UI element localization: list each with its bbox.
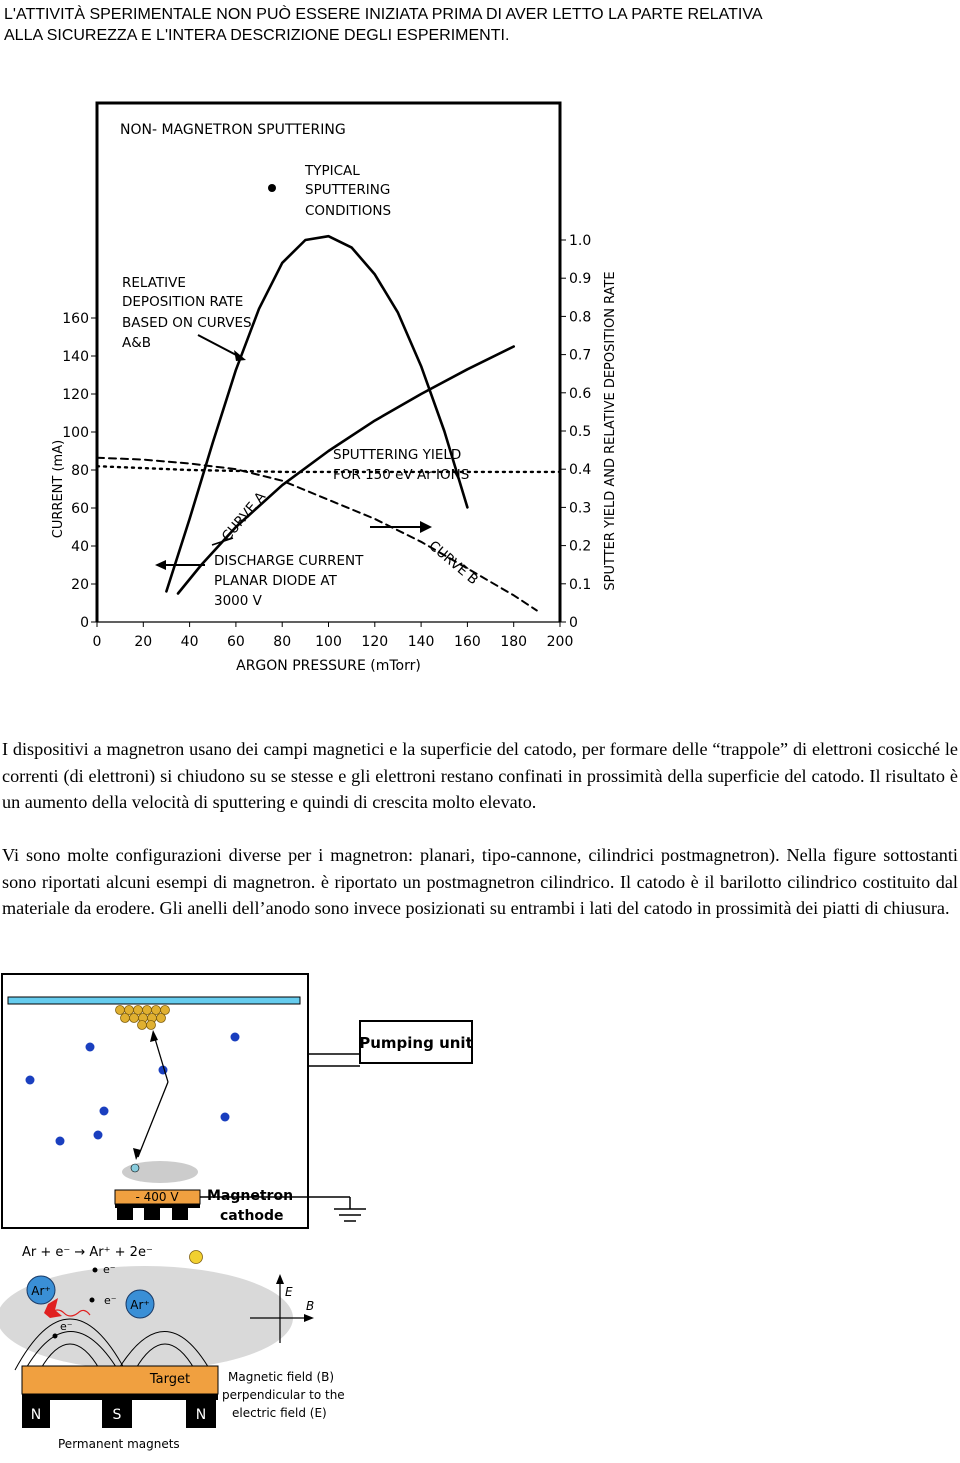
- magnet-blocks: [115, 1204, 200, 1220]
- magnetron-label-line1: Magnetron: [207, 1188, 294, 1204]
- y-right-tick-label: 0.8: [569, 309, 592, 326]
- magnet-n-left-label: N: [30, 1407, 42, 1423]
- annotation-label: FOR 150 eV Ar IONS: [333, 467, 470, 483]
- magnetron-field-diagram: [0, 1238, 360, 1460]
- argon-ion-2-label: Ar⁺: [130, 1298, 150, 1312]
- x-axis-title: ARGON PRESSURE (mTorr): [236, 658, 421, 674]
- x-tick-label: 120: [361, 634, 389, 650]
- y-left-tick-label: 40: [71, 539, 89, 555]
- annotation-label: SPUTTERING: [305, 182, 391, 198]
- magnetic-field-label: B: [306, 1299, 315, 1313]
- y-right-tick-label: 0.9: [569, 271, 592, 288]
- y-right-tick-label: 1.0: [569, 233, 592, 249]
- y-right-tick-label: 0.2: [569, 538, 592, 555]
- y-left-tick-label: 80: [71, 463, 89, 479]
- arrow-head: [420, 521, 432, 533]
- x-tick-label: 60: [226, 634, 245, 650]
- x-tick-label: 0: [92, 634, 102, 650]
- warning-line-2: ALLA SICUREZZA E L'INTERA DESCRIZIONE DEGLI ESPERIMENTI.: [4, 27, 510, 44]
- x-tick-label: 20: [134, 634, 153, 650]
- arrow-deposition-rate: [198, 335, 240, 357]
- argon-ion-1-label: Ar⁺: [31, 1284, 51, 1298]
- y-right-tick-label: 0.4: [569, 462, 592, 479]
- sputtered-atom: [190, 1251, 203, 1264]
- y-left-tick-label: 0: [80, 615, 89, 631]
- x-tick-label: 140: [407, 634, 435, 650]
- y-left-tick-label: 120: [62, 387, 89, 403]
- arrow-head: [234, 350, 246, 361]
- annotation-label: PLANAR DIODE AT: [214, 573, 337, 589]
- magnet-s-center-label: S: [112, 1407, 122, 1423]
- x-tick-label: 40: [180, 634, 199, 650]
- arrow-head: [155, 560, 166, 570]
- chart-title: NON- MAGNETRON SPUTTERING: [120, 122, 346, 138]
- y-right-tick-label: 0.7: [569, 347, 592, 364]
- annotation-label: RELATIVE: [122, 275, 186, 291]
- target-label: Target: [149, 1372, 191, 1387]
- y-left-tick-label: 160: [62, 311, 89, 327]
- warning-line-1: L'ATTIVITÀ SPERIMENTALE NON PUÒ ESSERE INIZIATA PRIMA DI AVER LETTO LA PARTE RELATIVA: [4, 6, 763, 23]
- permanent-magnets-label: Permanent magnets: [58, 1437, 180, 1451]
- sputtering-chart: [0, 95, 640, 685]
- annotation-label: SPUTTERING YIELD: [333, 447, 462, 463]
- annotation-label: BASED ON CURVES: [122, 315, 252, 331]
- x-tick-label: 80: [273, 634, 292, 650]
- electron-label-1: e⁻: [103, 1263, 116, 1276]
- annotation-label: CONDITIONS: [305, 203, 392, 219]
- magnet-n-right-label: N: [195, 1407, 207, 1423]
- paragraph-magnetron-configurations: Vi sono molte configurazioni diverse per i magnetron: planari, tipo-cannone, cilindrici postmagnetron). Nella figure sottostanti sono riportati alcuni esempi di magnetron. è riportato un postmagnetron cilindrico. Il catodo è il barilotto cilindrico costituito dal materiale da erodere. Gli anelli dell’anodo sono invece posizionati su entrambi i lati del catodo in prossimità dei piatti di chiusura.: [2, 845, 958, 918]
- annotation-label: CURVE B: [425, 537, 482, 589]
- y-right-tick-label: 0.3: [569, 500, 592, 517]
- pumping-unit-label: Pumping unit: [359, 1034, 473, 1052]
- paragraph-magnetron-intro: I dispositivi a magnetron usano dei campi magnetici e la superficie del catodo, per formare delle “trappole” di elettroni cosicché le correnti (di elettroni) si chiudono su se stesse e gli elettroni restano confinati in prossimità della superficie del catodo. Il risultato è un aumento della velocità di sputtering e quindi di crescita molto elevato.: [2, 739, 958, 812]
- x-tick-label: 180: [500, 634, 528, 650]
- y-right-tick-label: 0.6: [569, 385, 592, 402]
- ionization-equation: Ar + e⁻ → Ar⁺ + 2e⁻: [22, 1245, 153, 1260]
- safety-warning: [4, 4, 944, 46]
- field-note-line2: perpendicular to the: [222, 1388, 345, 1402]
- series-line-1: [166, 236, 470, 591]
- field-note-line3: electric field (E): [232, 1406, 327, 1420]
- electron-label-2: e⁻: [104, 1294, 117, 1307]
- annotation-label: TYPICAL: [305, 163, 360, 179]
- y-right-tick-label: 0.5: [569, 424, 592, 440]
- electron-label-3: e⁻: [60, 1320, 73, 1333]
- y-left-tick-label: 140: [62, 349, 89, 365]
- annotation-label: A&B: [122, 335, 152, 351]
- magnetron-system-diagram: [0, 972, 480, 1234]
- ion-impact: [131, 1164, 139, 1172]
- substrate: [8, 997, 300, 1004]
- annotation-label: CURVE A: [218, 488, 270, 545]
- annotation-label: DISCHARGE CURRENT: [214, 553, 364, 569]
- x-tick-label: 200: [546, 634, 574, 650]
- y-right-tick-label: 0: [569, 615, 578, 631]
- x-tick-label: 100: [315, 634, 342, 650]
- electric-field-label: E: [285, 1285, 293, 1299]
- x-tick-label: 160: [454, 634, 481, 650]
- y-left-axis-title: CURRENT (mA): [51, 439, 66, 539]
- y-left-tick-label: 20: [71, 577, 89, 593]
- annotation-label: DEPOSITION RATE: [122, 294, 244, 310]
- field-note-line1: Magnetic field (B): [228, 1370, 335, 1384]
- typical-conditions-marker: [268, 184, 276, 192]
- magnetron-label-line2: cathode: [220, 1208, 284, 1224]
- y-left-tick-label: 60: [71, 501, 89, 517]
- series-line-4: [97, 466, 560, 472]
- voltage-label: - 400 V: [135, 1190, 179, 1204]
- y-left-tick-label: 100: [62, 425, 89, 441]
- plot-frame: [97, 103, 560, 622]
- y-right-axis-title: SPUTTER YIELD AND RELATIVE DEPOSITION RATE: [603, 271, 618, 591]
- annotation-label: 3000 V: [214, 593, 262, 609]
- y-right-tick-label: 0.1: [569, 576, 592, 593]
